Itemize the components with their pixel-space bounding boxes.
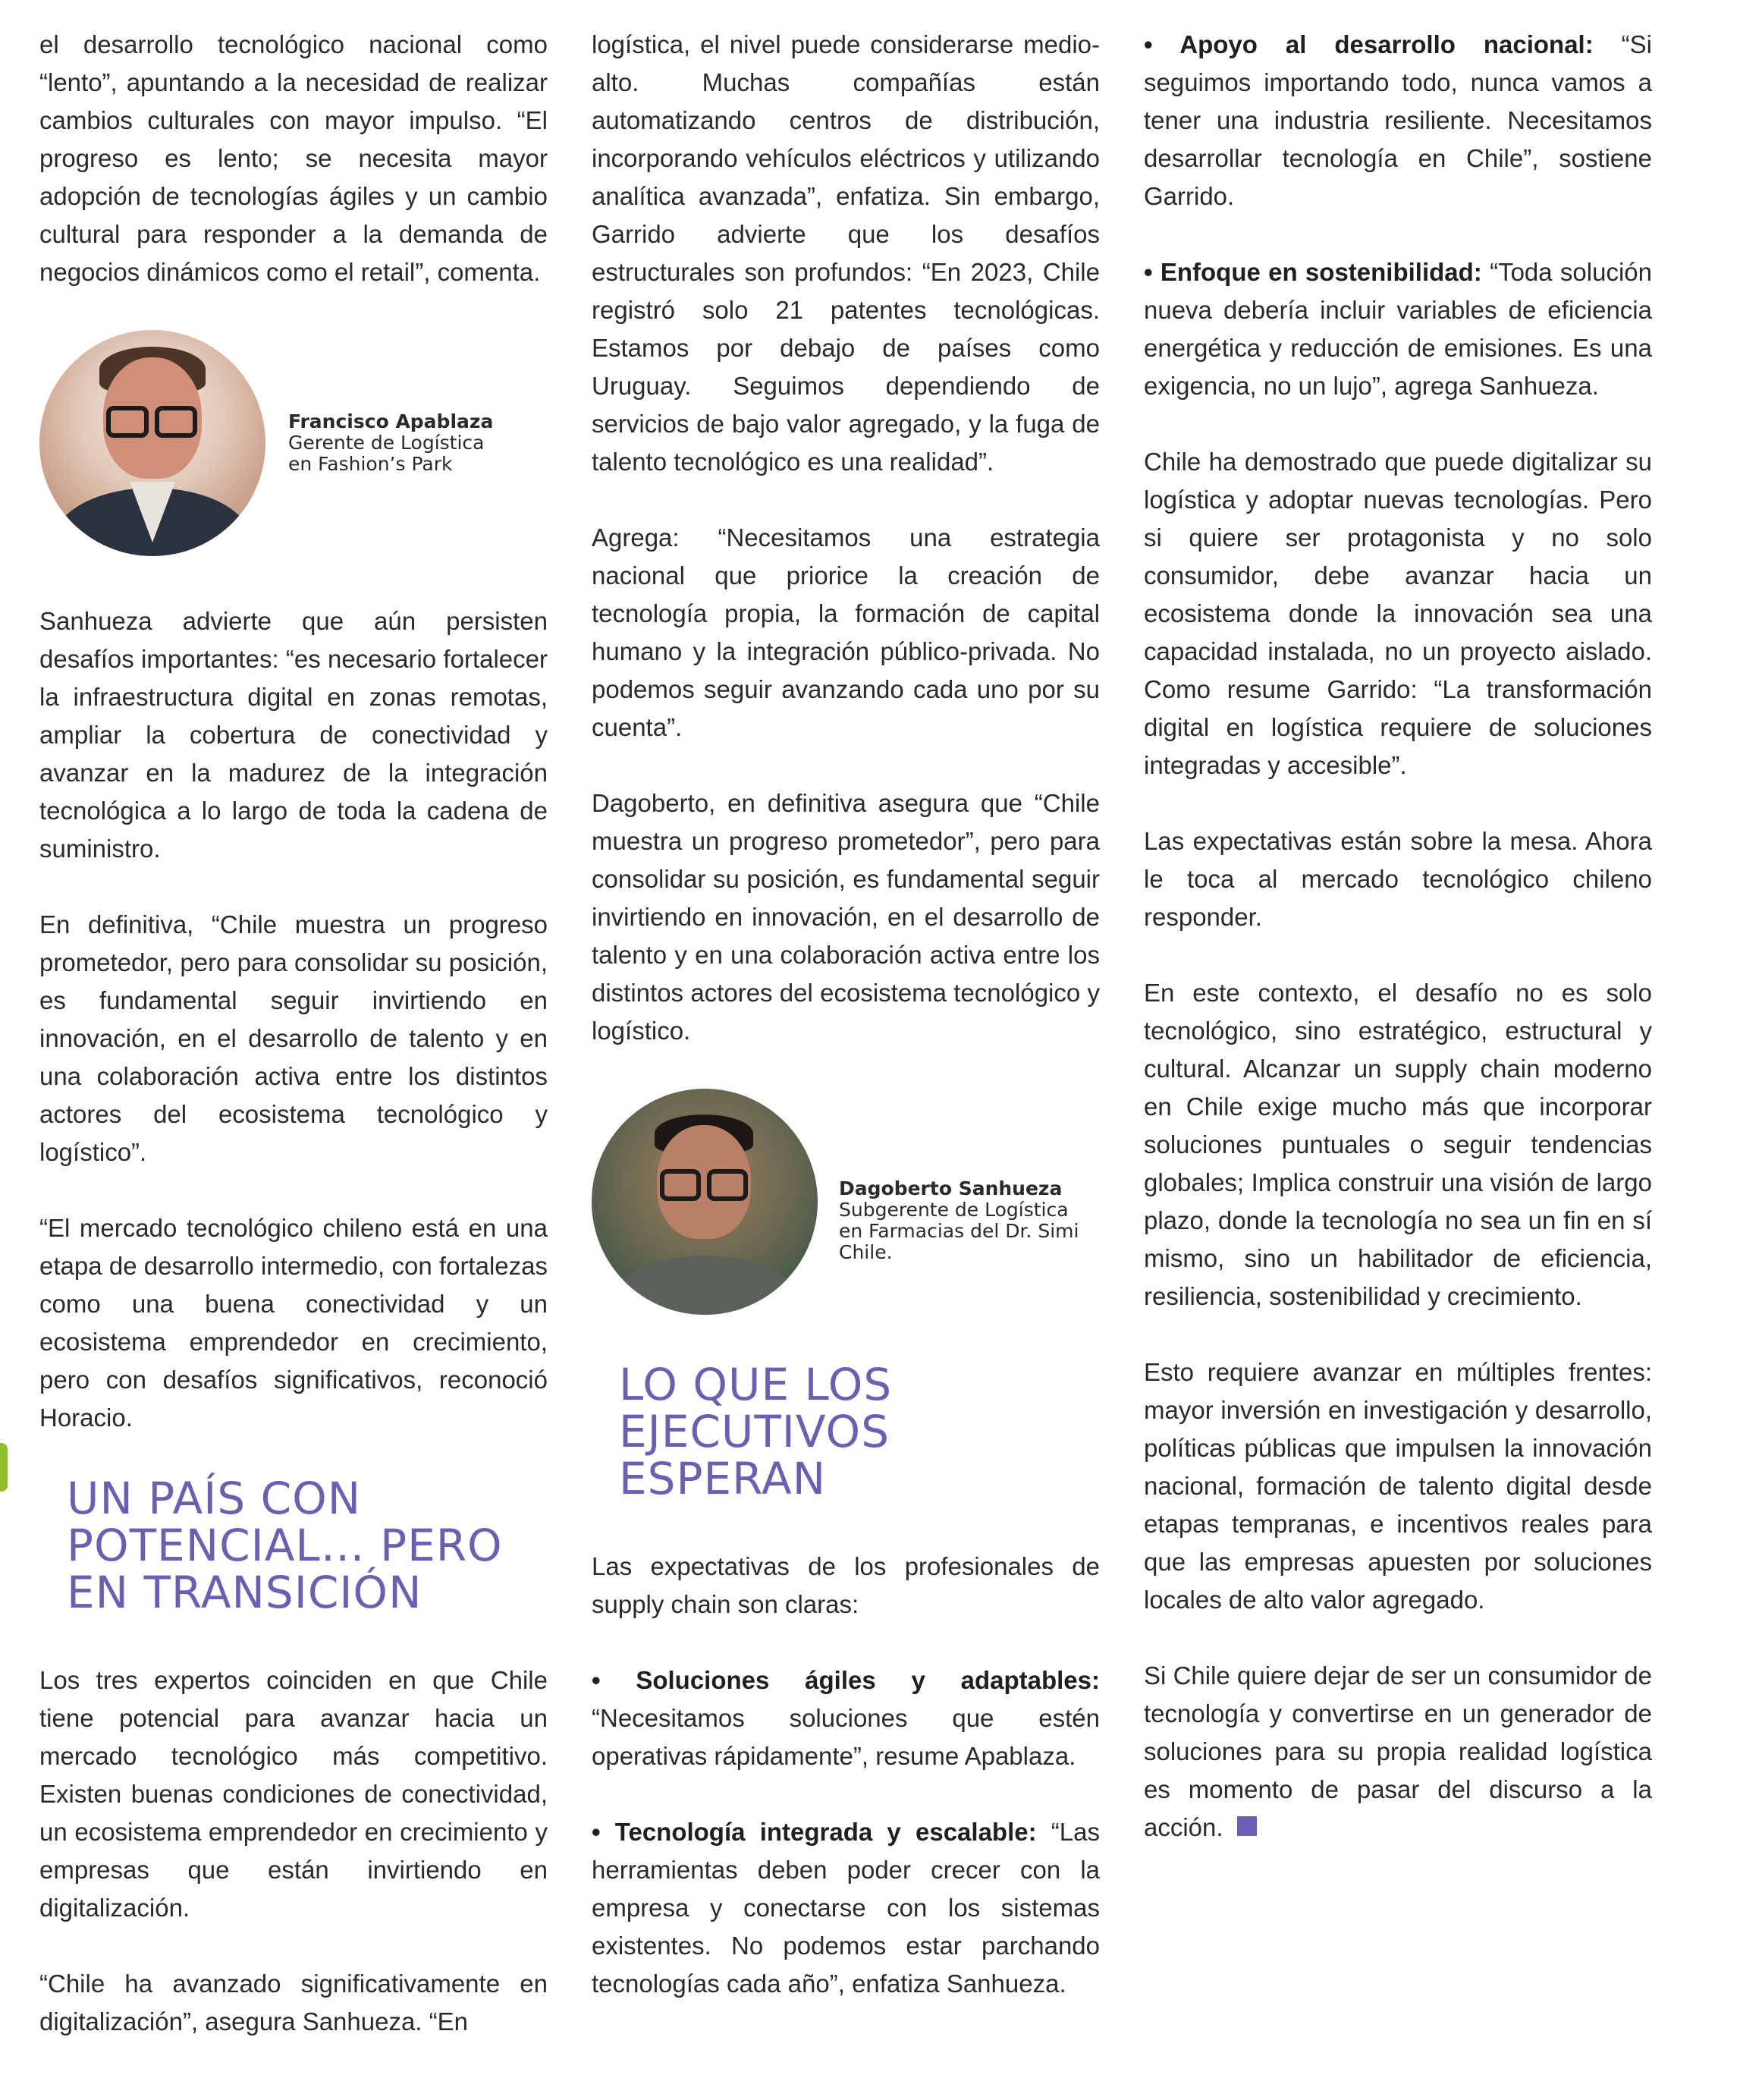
bullet-title: • Tecnología integrada y escalable: (592, 1818, 1037, 1846)
paragraph: Las expectativas están sobre la mesa. Ahora le toca al mercado tecnológico chileno responder. (1144, 827, 1652, 931)
paragraph: Esto requiere avanzar en múltiples frentes: mayor inversión en investigación y desarrollo, políticas públicas que impulsen la innovación nacional, formación de talento digital desde etapas tempranas, e incentivos reales para que las empresas apuesten por soluciones locales de alto valor agregado. (1144, 1358, 1652, 1614)
profile-name: Francisco Apablaza (288, 410, 494, 432)
profile-role: Gerente de Logística (288, 432, 485, 454)
avatar-photo (39, 330, 265, 556)
paragraph: Las expectativas de los profesionales de supply chain son claras: (592, 1552, 1100, 1618)
paragraph: “El mercado tecnológico chileno está en una etapa de desarrollo intermedio, con fortalezas como una buena conectividad y un ecosistema emprendedor en crecimiento, pero con desafíos significativos, reconoció Horacio. (39, 1214, 548, 1432)
bullet-item (1144, 253, 1652, 405)
profile-company: en Fashion’s Park (288, 453, 453, 475)
profile-caption (839, 1140, 1079, 1263)
section-heading: UN PAÍS CON POTENCIAL… PERO EN TRANSICIÓN (67, 1473, 503, 1618)
profile-name: Dagoberto Sanhueza (839, 1177, 1063, 1199)
paragraph: Dagoberto, en definitiva asegura que “Chile muestra un progreso prometedor”, pero para consolidar su posición, es fundamental seguir invirtiendo en innovación, en el desarrollo de talento y en una colaboración activa entre los distintos actores del ecosistema tecnológico y logístico. (592, 789, 1100, 1045)
bullet-title: • Soluciones ágiles y adaptables: (592, 1666, 1100, 1694)
profile-apablaza (39, 329, 548, 557)
profile-caption (288, 411, 493, 475)
paragraph: Agrega: “Necesitamos una estrategia nacional que priorice la creación de tecnología propia, la formación de capital humano y la integración público-privada. No podemos seguir avanzando cada uno por su cuenta”. (592, 523, 1100, 741)
end-mark-icon (1237, 1816, 1257, 1836)
paragraph-final (1144, 1657, 1652, 1847)
section-heading: LO QUE LOS EJECUTIVOS ESPERAN (619, 1359, 893, 1504)
bullet-title: • Enfoque en sostenibilidad: (1144, 258, 1482, 286)
column-3 (1144, 26, 1652, 1885)
bullet-item (592, 1661, 1100, 1775)
avatar-photo (592, 1089, 818, 1315)
bullet-item (592, 1813, 1100, 2003)
paragraph: Chile ha demostrado que puede digitalizar su logística y adoptar nuevas tecnologías. Pero si quiere ser protagonista y no solo consumidor, debe avanzar hacia un ecosistema donde la innovación sea una capacidad instalada, no un proyecto aislado. Como resume Garrido: “La transformación digital en logística requiere de soluciones integradas y accesible”. (1144, 448, 1652, 779)
paragraph: el desarrollo tecnológico nacional como “lento”, apuntando a la necesidad de realizar cambios culturales con mayor impulso. “El progreso es lento; se necesita mayor adopción de tecnologías ágiles y un cambio cultural para responder a la demanda de negocios dinámicos como el retail”, comenta. (39, 30, 548, 286)
paragraph: logística, el nivel puede considerarse medio-alto. Muchas compañías están automatizando centros de distribución, incorporando vehículos eléctricos y utilizando analítica avanzada”, enfatiza. Sin embargo, Garrido advierte que los desafíos estructurales son profundos: “En 2023, Chile registró solo 21 patentes tecnológicas. Estamos por debajo de países como Uruguay. Seguimos dependiendo de servicios de bajo valor agregado, y la fuga de talento tecnológico es una realidad”. (592, 30, 1100, 476)
paragraph: Sanhueza advierte que aún persisten desafíos importantes: “es necesario fortalecer la infraestructura digital en zonas remotas, ampliar la cobertura de conectividad y avanzar en la madurez de la integración tecnológica a lo largo de toda la cadena de suministro. (39, 607, 548, 863)
profile-company-cont: Chile. (839, 1241, 893, 1263)
bullet-text: “Toda solución nueva debería incluir variables de eficiencia energética y reducción de emisiones. Es una exigencia, no un lujo”, agrega Sanhueza. (1144, 258, 1652, 400)
profile-company: en Farmacias del Dr. Simi (839, 1220, 1079, 1242)
paragraph-text: Si Chile quiere dejar de ser un consumidor de tecnología y convertirse en un generador de soluciones para su propia realidad logística es momento de pasar del discurso a la acción. (1144, 1661, 1652, 1841)
column-1 (39, 26, 548, 2079)
bullet-item (1144, 26, 1652, 215)
bullet-text: “Las herramientas deben poder crecer con la empresa y conectarse con los sistemas existentes. No podemos estar parchando tecnologías cada año”, enfatiza Sanhueza. (592, 1818, 1100, 1998)
page-edge-tab (0, 1443, 8, 1492)
bullet-title: • Apoyo al desarrollo nacional: (1144, 30, 1594, 58)
paragraph: Los tres expertos coinciden en que Chile tiene potencial para avanzar hacia un mercado tecnológico más competitivo. Existen buenas condiciones de conectividad, un ecosistema emprendedor en crecimiento y empresas que están invirtiendo en digitalización. (39, 1666, 548, 1922)
profile-sanhueza (592, 1088, 1100, 1316)
paragraph: En este contexto, el desafío no es solo tecnológico, sino estratégico, estructural y cultural. Alcanzar un supply chain moderno en Chile exige mucho más que incorporar soluciones puntuales o seguir tendencias globales; Implica construir una visión de largo plazo, donde la tecnología no sea un fin en sí mismo, sino un habilitador de eficiencia, resiliencia, sostenibilidad y crecimiento. (1144, 979, 1652, 1310)
bullet-text: “Necesitamos soluciones que estén operativas rápidamente”, resume Apablaza. (592, 1704, 1100, 1770)
bullet-text: “Si seguimos importando todo, nunca vamos a tener una industria resiliente. Necesitamos desarrollar tecnología en Chile”, sostiene Garrido. (1144, 30, 1652, 210)
profile-role: Subgerente de Logística (839, 1199, 1069, 1221)
paragraph: “Chile ha avanzado significativamente en digitalización”, asegura Sanhueza. “En (39, 1970, 548, 2036)
paragraph: En definitiva, “Chile muestra un progreso prometedor, pero para consolidar su posición, es fundamental seguir invirtiendo en innovación, en el desarrollo de talento y en una colaboración activa entre los distintos actores del ecosistema tecnológico y logístico”. (39, 910, 548, 1166)
column-2 (592, 26, 1100, 2041)
